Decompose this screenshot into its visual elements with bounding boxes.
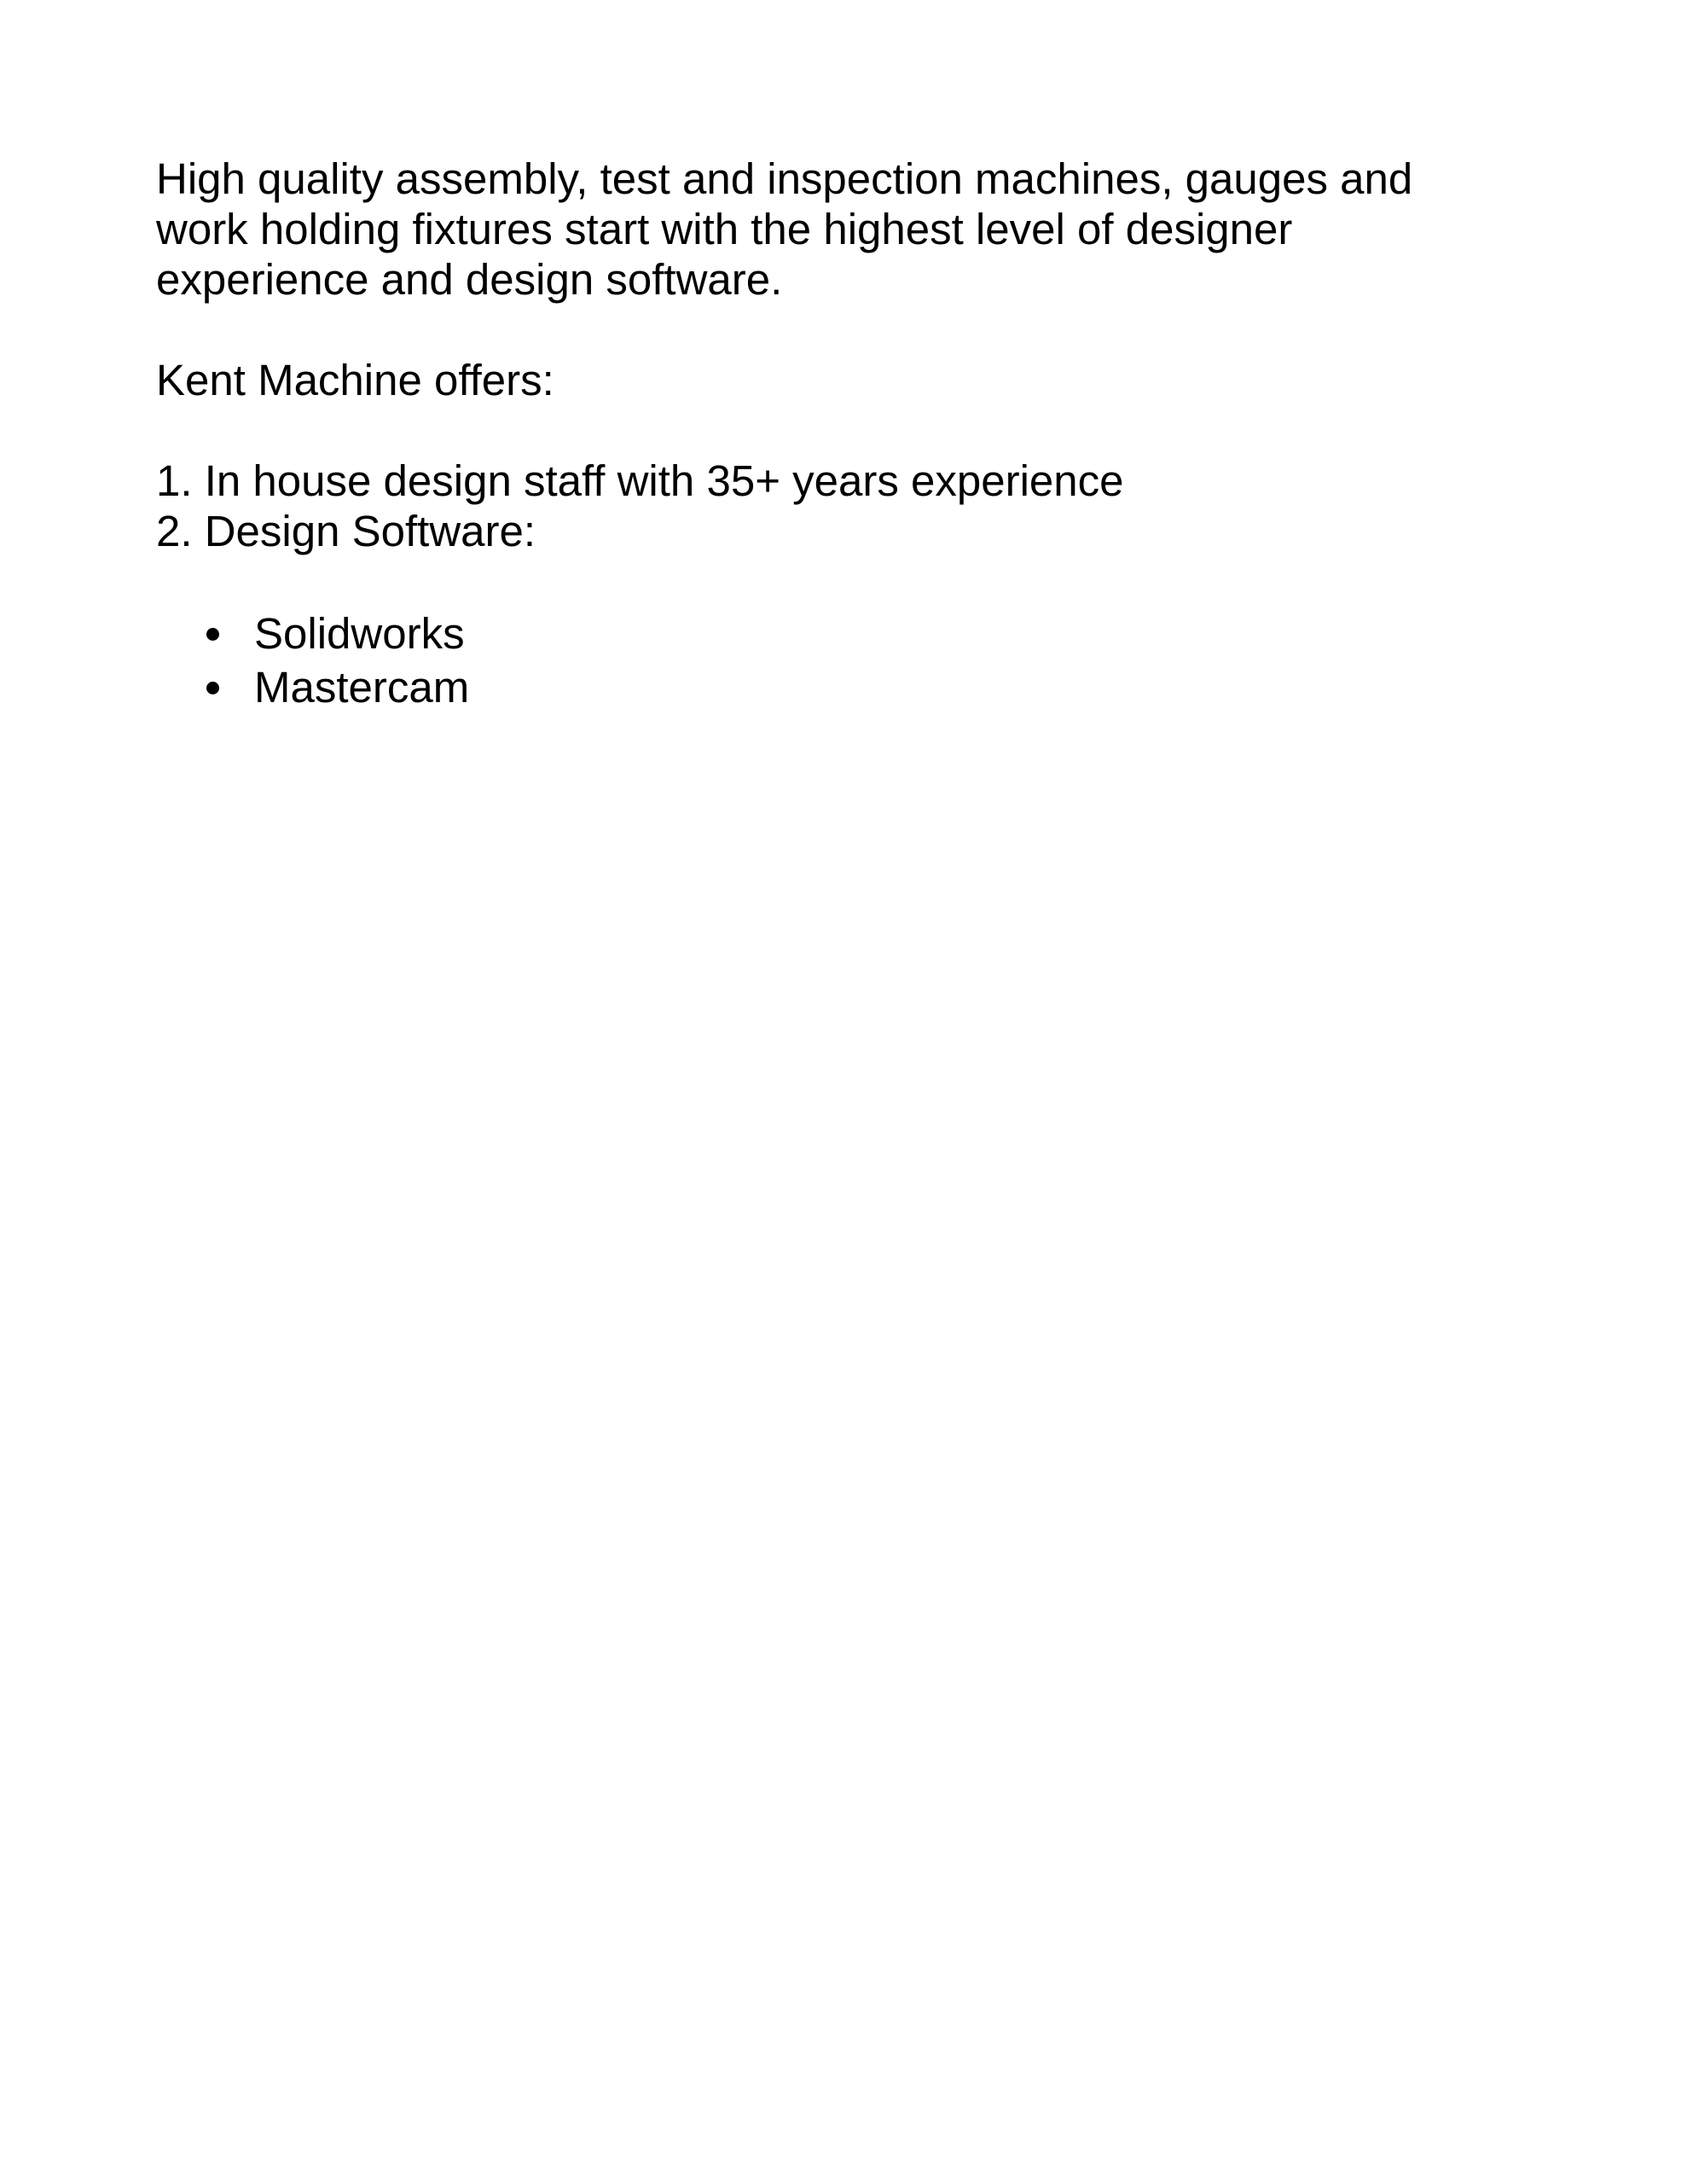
numbered-list-item: 1. In house design staff with 35+ years experience [156, 456, 1124, 505]
intro-line: work holding fixtures start with the highest level of designer [156, 205, 1293, 253]
software-name: Solidworks [254, 609, 465, 658]
numbered-list-item: 2. Design Software: [156, 507, 536, 555]
software-list-item [156, 660, 1487, 714]
software-bullet-list [156, 607, 1487, 714]
intro-line: experience and design software. [156, 255, 783, 304]
offers-heading: Kent Machine offers: [156, 356, 554, 404]
bullet-icon [206, 628, 219, 641]
bullet-icon [206, 682, 219, 694]
software-list-item [156, 607, 1487, 660]
paragraph-spacer [156, 405, 1487, 456]
intro-paragraph [156, 154, 1487, 305]
numbered-list [156, 456, 1487, 556]
intro-line: High quality assembly, test and inspection machines, gauges and [156, 154, 1413, 203]
paragraph-spacer [156, 305, 1487, 355]
document-body [156, 154, 1487, 714]
software-name: Mastercam [254, 663, 470, 712]
